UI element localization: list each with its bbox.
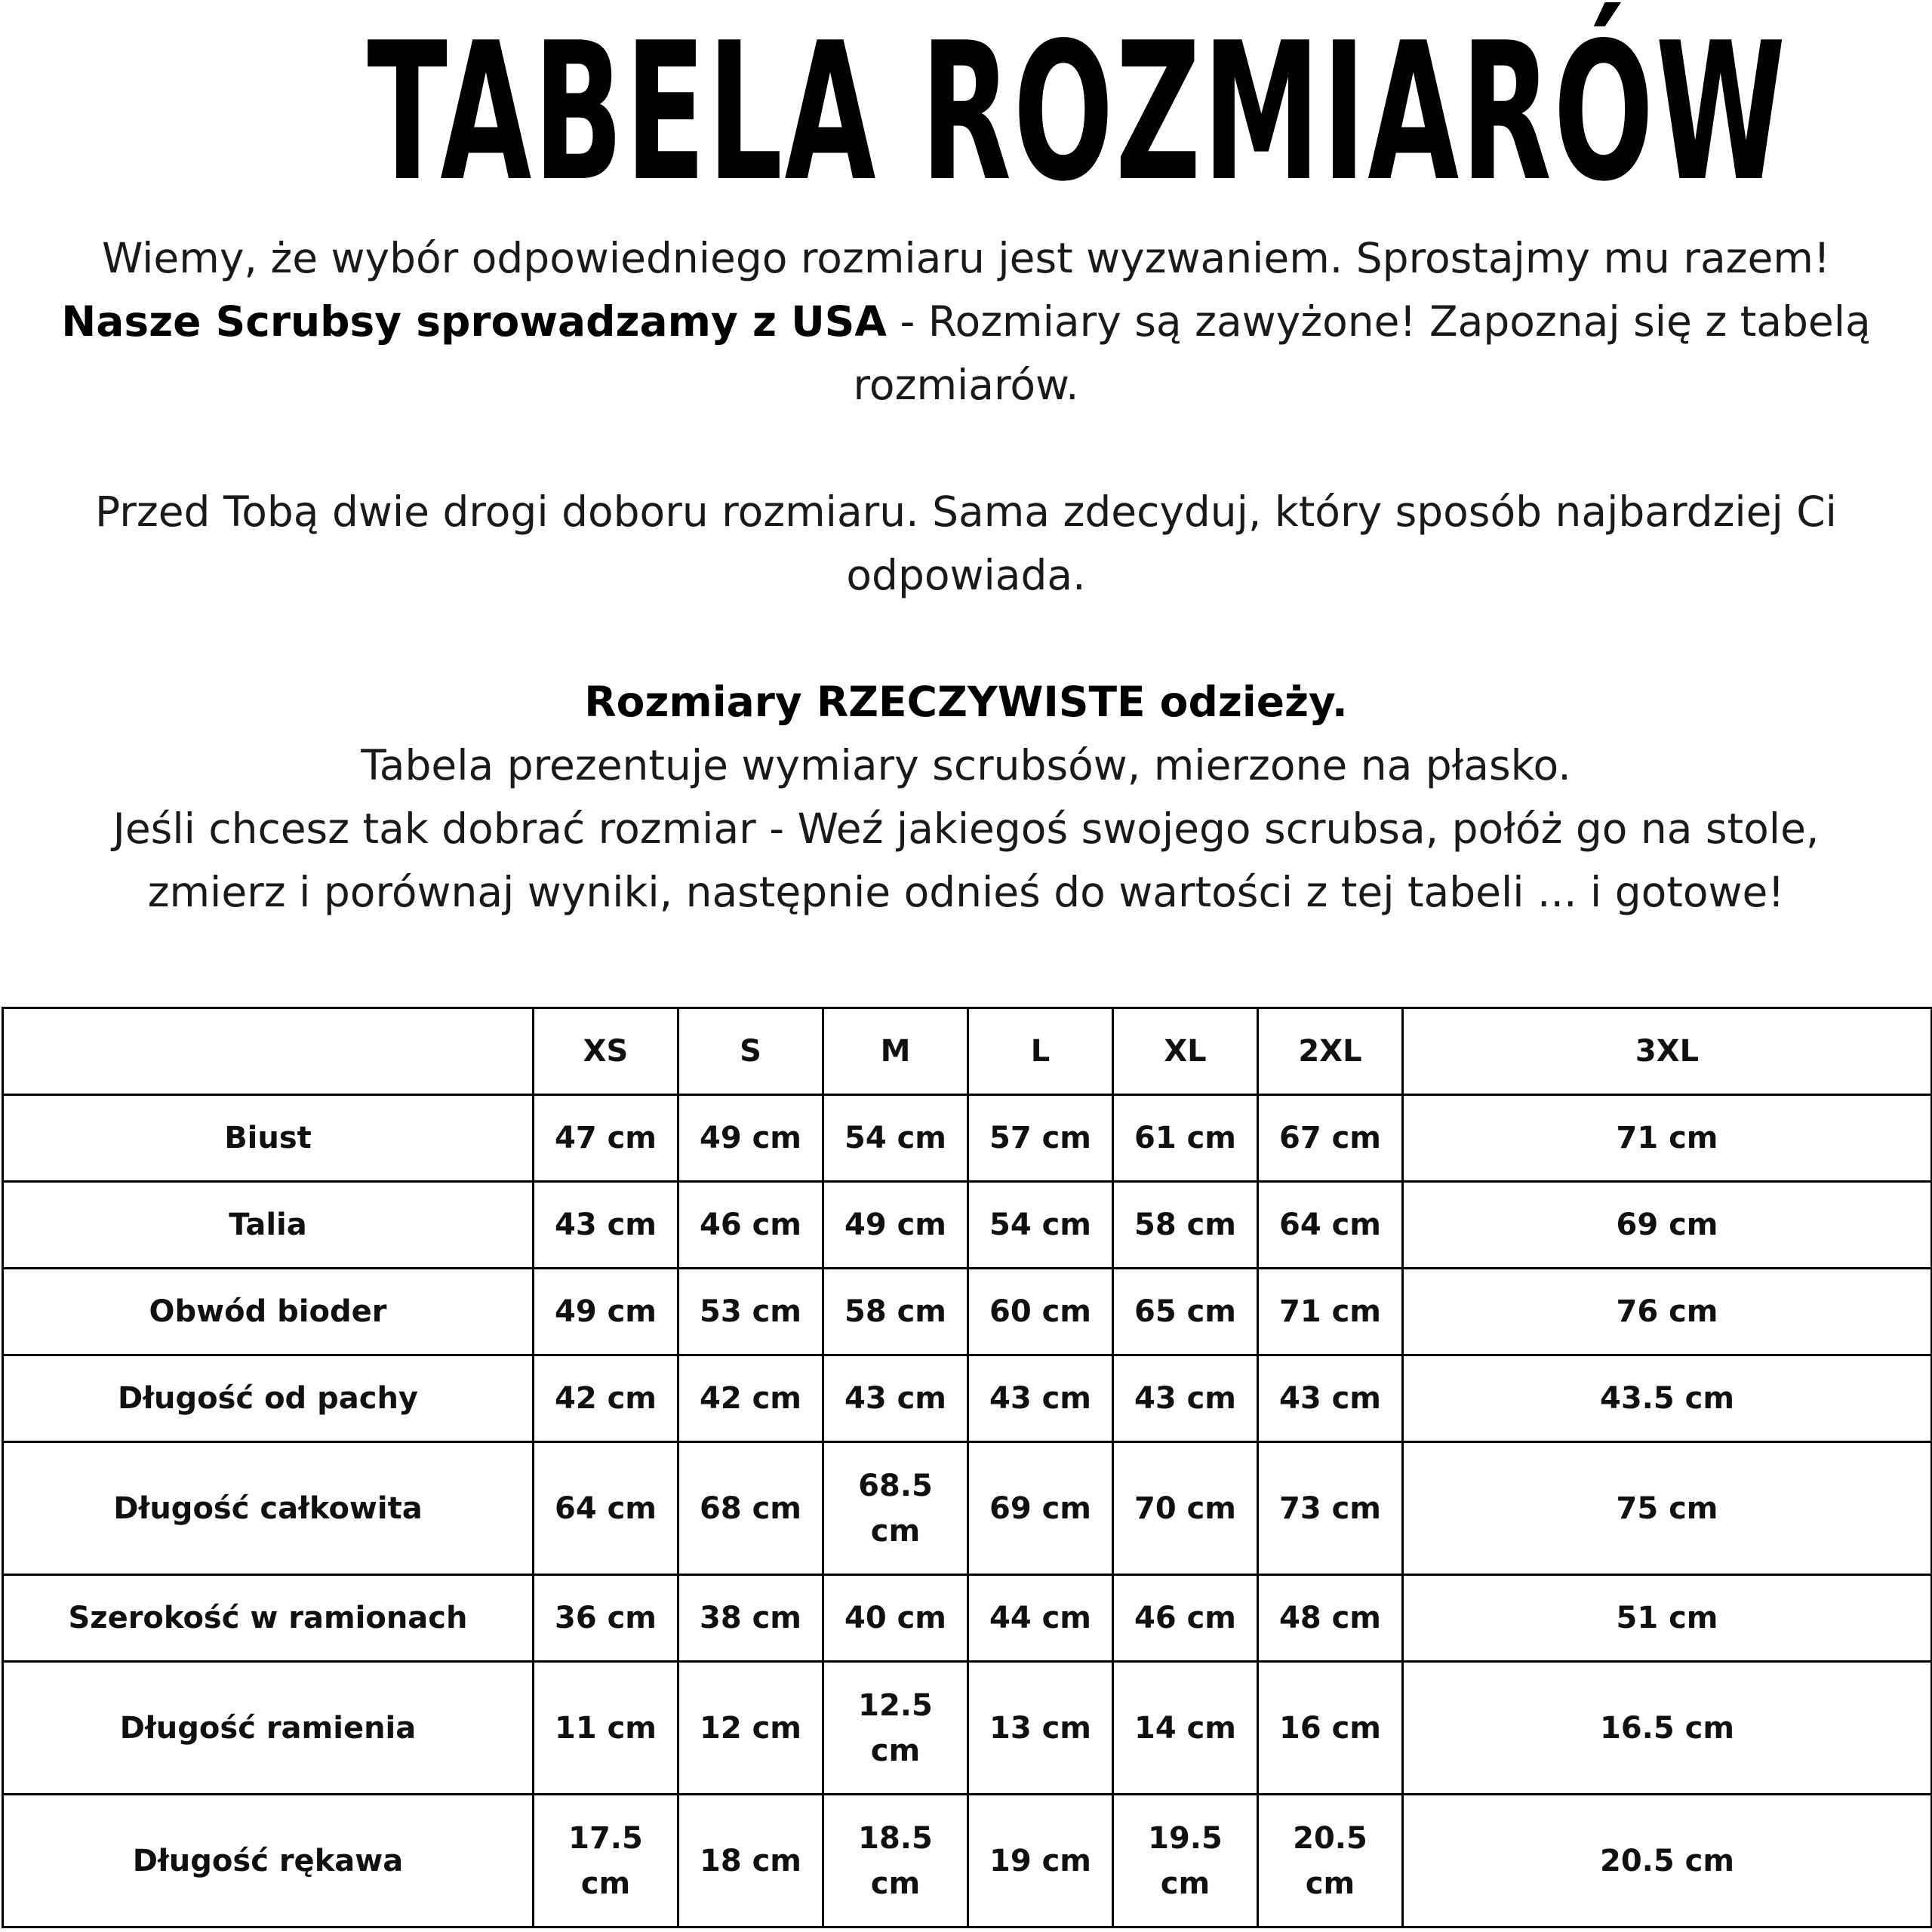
table-cell: 65 cm [1113, 1269, 1258, 1355]
table-cell: 14 cm [1113, 1662, 1258, 1795]
column-header-m: M [823, 1008, 968, 1095]
table-cell: 68.5 cm [823, 1442, 968, 1575]
table-cell: 16 cm [1258, 1662, 1403, 1795]
table-cell: 61 cm [1113, 1095, 1258, 1182]
row-label: Długość całkowita [3, 1442, 534, 1575]
table-cell: 11 cm [534, 1662, 678, 1795]
real-sizes-heading: Rozmiary RZECZYWISTE odzieży. [584, 678, 1348, 726]
table-cell: 17.5 cm [534, 1795, 678, 1927]
column-header-xl: XL [1113, 1008, 1258, 1095]
table-cell: 42 cm [534, 1355, 678, 1442]
table-cell: 57 cm [968, 1095, 1113, 1182]
table-cell: 38 cm [678, 1575, 823, 1662]
column-header-l: L [968, 1008, 1113, 1095]
table-cell: 54 cm [823, 1095, 968, 1182]
table-cell: 51 cm [1403, 1575, 1932, 1662]
table-cell: 19 cm [968, 1795, 1113, 1927]
table-cell: 70 cm [1113, 1442, 1258, 1575]
table-cell: 43 cm [1113, 1355, 1258, 1442]
table-row [3, 1662, 1932, 1795]
table-row [3, 1575, 1932, 1662]
table-cell: 71 cm [1258, 1269, 1403, 1355]
table-cell: 16.5 cm [1403, 1662, 1932, 1795]
table-cell: 75 cm [1403, 1442, 1932, 1575]
table-cell: 43 cm [1258, 1355, 1403, 1442]
row-label: Obwód bioder [3, 1269, 534, 1355]
column-header-2xl: 2XL [1258, 1008, 1403, 1095]
intro-paragraph-1: Wiemy, że wybór odpowiedniego rozmiaru jest wyzwaniem. Sprostajmy mu razem! [101, 234, 1831, 282]
table-cell: 49 cm [823, 1182, 968, 1269]
table-cell: 47 cm [534, 1095, 678, 1182]
intro-paragraph-6: Jeśli chcesz tak dobrać rozmiar - Weź jakiegoś swojego scrubsa, połóż go na stole, zmierz i porównaj wyniki, następnie odnieś do wartości z tej tabeli ... i gotowe! [112, 804, 1820, 916]
table-cell: 20.5 cm [1403, 1795, 1932, 1927]
size-table [2, 1007, 1932, 1928]
table-cell: 69 cm [1403, 1182, 1932, 1269]
table-cell: 43 cm [534, 1182, 678, 1269]
column-header-xs: XS [534, 1008, 678, 1095]
table-cell: 76 cm [1403, 1269, 1932, 1355]
table-row [3, 1355, 1932, 1442]
table-cell: 12.5 cm [823, 1662, 968, 1795]
usa-import-note: Nasze Scrubsy sprowadzamy z USA [61, 297, 887, 346]
table-cell: 12 cm [678, 1662, 823, 1795]
column-header-s: S [678, 1008, 823, 1095]
intro-paragraph-3: Przed Tobą dwie drogi doboru rozmiaru. Sama zdecyduj, który sposób najbardziej Ci odpowiada. [95, 488, 1837, 599]
table-cell: 53 cm [678, 1269, 823, 1355]
table-row [3, 1442, 1932, 1575]
table-cell: 43 cm [968, 1355, 1113, 1442]
table-cell: 48 cm [1258, 1575, 1403, 1662]
table-cell: 54 cm [968, 1182, 1113, 1269]
table-cell: 19.5 cm [1113, 1795, 1258, 1927]
row-label: Szerokość w ramionach [3, 1575, 534, 1662]
table-cell: 20.5 cm [1258, 1795, 1403, 1927]
intro-text [53, 226, 1879, 924]
table-corner-cell [3, 1008, 534, 1095]
row-label: Długość rękawa [3, 1795, 534, 1927]
table-cell: 18.5 cm [823, 1795, 968, 1927]
table-cell: 58 cm [1113, 1182, 1258, 1269]
table-cell: 43.5 cm [1403, 1355, 1932, 1442]
table-cell: 42 cm [678, 1355, 823, 1442]
row-label: Długość od pachy [3, 1355, 534, 1442]
table-cell: 69 cm [968, 1442, 1113, 1575]
row-label: Talia [3, 1182, 534, 1269]
table-cell: 71 cm [1403, 1095, 1932, 1182]
intro-paragraph-5: Tabela prezentuje wymiary scrubsów, mierzone na płasko. [361, 741, 1571, 789]
table-cell: 49 cm [534, 1269, 678, 1355]
column-header-3xl: 3XL [1403, 1008, 1932, 1095]
table-cell: 44 cm [968, 1575, 1113, 1662]
page-title: TABELA ROZMIARÓW [367, 2, 1788, 223]
table-cell: 49 cm [678, 1095, 823, 1182]
row-label: Długość ramienia [3, 1662, 534, 1795]
table-cell: 40 cm [823, 1575, 968, 1662]
table-cell: 46 cm [1113, 1575, 1258, 1662]
table-row [3, 1095, 1932, 1182]
table-cell: 73 cm [1258, 1442, 1403, 1575]
table-cell: 13 cm [968, 1662, 1113, 1795]
table-cell: 60 cm [968, 1269, 1113, 1355]
table-cell: 58 cm [823, 1269, 968, 1355]
table-row [3, 1795, 1932, 1927]
table-cell: 67 cm [1258, 1095, 1403, 1182]
table-cell: 64 cm [1258, 1182, 1403, 1269]
intro-paragraph-2 [53, 290, 1879, 417]
table-cell: 46 cm [678, 1182, 823, 1269]
table-cell: 43 cm [823, 1355, 968, 1442]
oversize-note: - Rozmiary są zawyżone! Zapoznaj się z tabelą rozmiarów. [853, 297, 1871, 409]
table-cell: 64 cm [534, 1442, 678, 1575]
table-cell: 18 cm [678, 1795, 823, 1927]
table-cell: 36 cm [534, 1575, 678, 1662]
table-row [3, 1269, 1932, 1355]
table-cell: 68 cm [678, 1442, 823, 1575]
table-row [3, 1182, 1932, 1269]
row-label: Biust [3, 1095, 534, 1182]
table-header-row [3, 1008, 1932, 1095]
